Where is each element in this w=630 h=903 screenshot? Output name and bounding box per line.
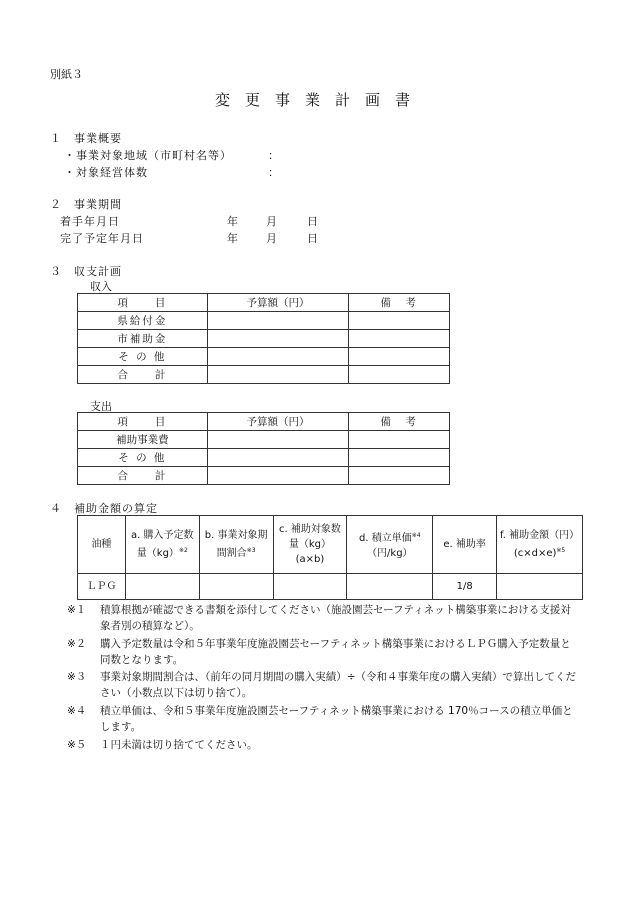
target-area-colon: ： (268, 149, 279, 162)
col-subsidy-amount: f. 補助金額（円） $(c\times d\times e)^{※5}$ (497, 516, 583, 574)
period-ratio-cell[interactable] (199, 574, 273, 600)
note-mark: ※５ (67, 739, 87, 751)
target-count-label: ・対象経営体数 (64, 166, 148, 179)
note-text: 購入予定数量は令和５年事業年度施設園芸セーフティネット構築事業におけるＬＰＧ購入予定数量と同数となります。 (100, 638, 571, 666)
purchase-qty-cell[interactable] (125, 574, 199, 600)
section-budget-heading: ３ 収支計画 (50, 265, 122, 278)
income-note-cell[interactable] (349, 312, 450, 330)
expense-header-item: 項 目 (78, 413, 208, 431)
target-count-colon: ： (268, 166, 279, 179)
target-area-label: ・事業対象地域（市町村名等） (64, 149, 232, 162)
expense-caption: 支出 (90, 400, 112, 413)
note-mark: ※３ (67, 671, 87, 683)
income-table (77, 293, 450, 384)
income-row-label: 県給付金 (78, 312, 208, 330)
income-note-cell[interactable] (349, 330, 450, 348)
expense-amount-cell[interactable] (207, 431, 349, 449)
income-amount-cell[interactable] (207, 366, 349, 384)
section-period-heading: ２ 事業期間 (50, 198, 122, 211)
income-amount-cell[interactable] (207, 312, 349, 330)
income-header-note: 備 考 (349, 294, 450, 312)
col-fuel-type: 油種 (78, 516, 126, 574)
expense-header-note: 備 考 (349, 413, 450, 431)
note-mark: ※２ (67, 638, 87, 650)
start-day-unit: 日 (307, 215, 318, 228)
expense-amount-cell[interactable] (207, 467, 349, 485)
expense-note-cell[interactable] (349, 431, 450, 449)
expense-note-cell[interactable] (349, 467, 450, 485)
note-mark: ※１ (67, 604, 87, 616)
end-month-unit: 月 (266, 232, 277, 245)
col-unit-price: d. 積立単価$^{※4}$ （円/kg） (347, 516, 433, 574)
note-text: １円未満は切り捨ててください。 (100, 739, 258, 751)
note-mark: ※４ (67, 705, 87, 717)
col-subsidy-qty: c. 補助対象数 量（kg） (a×b) (273, 516, 347, 574)
subsidy-qty-cell[interactable] (273, 574, 347, 600)
expense-row-label: 補助事業費 (78, 431, 208, 449)
expense-note-cell[interactable] (349, 449, 450, 467)
col-subsidy-rate: e. 補助率 (433, 516, 497, 574)
col-purchase-qty: a. 購入予定数 量（kg）$^{※2}$ (125, 516, 199, 574)
income-amount-cell[interactable] (207, 348, 349, 366)
income-note-cell[interactable] (349, 366, 450, 384)
col-period-ratio: b. 事業対象期 間割合$^{※3}$ (199, 516, 273, 574)
income-header-item: 項 目 (78, 294, 208, 312)
income-row-label: 合 計 (78, 366, 208, 384)
income-row-label: 市補助金 (78, 330, 208, 348)
income-caption: 収入 (90, 280, 112, 293)
expense-header-amount: 予算額（円） (207, 413, 349, 431)
expense-table (77, 412, 450, 485)
note-text: 事業対象期間割合は、（前年の同月期間の購入実績）÷（令和４事業年度の購入実績）で算出してください（小数点以下は切り捨て）。 (100, 671, 577, 699)
note-text: 積立単価は、令和５事業年度施設園芸セーフティネット構築事業における 170％コースの積立単価とします。 (100, 705, 573, 733)
income-amount-cell[interactable] (207, 330, 349, 348)
section-calc-heading: ４ 補助金額の算定 (50, 502, 158, 515)
document-tag: 別紙３ (50, 68, 83, 81)
document-title: 変更事業計画書 (215, 91, 426, 109)
start-date-label: 着手年月日 (60, 215, 120, 228)
end-year-unit: 年 (227, 232, 238, 245)
income-note-cell[interactable] (349, 348, 450, 366)
end-date-label: 完了予定年月日 (60, 232, 144, 245)
unit-price-cell[interactable] (347, 574, 433, 600)
subsidy-rate-value: 1/8 (433, 574, 497, 600)
income-header-amount: 予算額（円） (207, 294, 349, 312)
start-year-unit: 年 (227, 215, 238, 228)
subsidy-amount-cell[interactable] (497, 574, 583, 600)
end-day-unit: 日 (307, 232, 318, 245)
expense-row-label: 合 計 (78, 467, 208, 485)
subsidy-calc-table (77, 515, 583, 600)
row-fuel-lpg: ＬＰＧ (78, 574, 126, 600)
note-text: 積算根拠が確認できる書類を添付してください（施設園芸セーフティネット構築事業における支援対象者別の積算など）。 (100, 604, 571, 632)
section-overview-heading: １ 事業概要 (50, 132, 122, 145)
income-row-label: そ の 他 (78, 348, 208, 366)
start-month-unit: 月 (266, 215, 277, 228)
expense-row-label: そ の 他 (78, 449, 208, 467)
expense-amount-cell[interactable] (207, 449, 349, 467)
